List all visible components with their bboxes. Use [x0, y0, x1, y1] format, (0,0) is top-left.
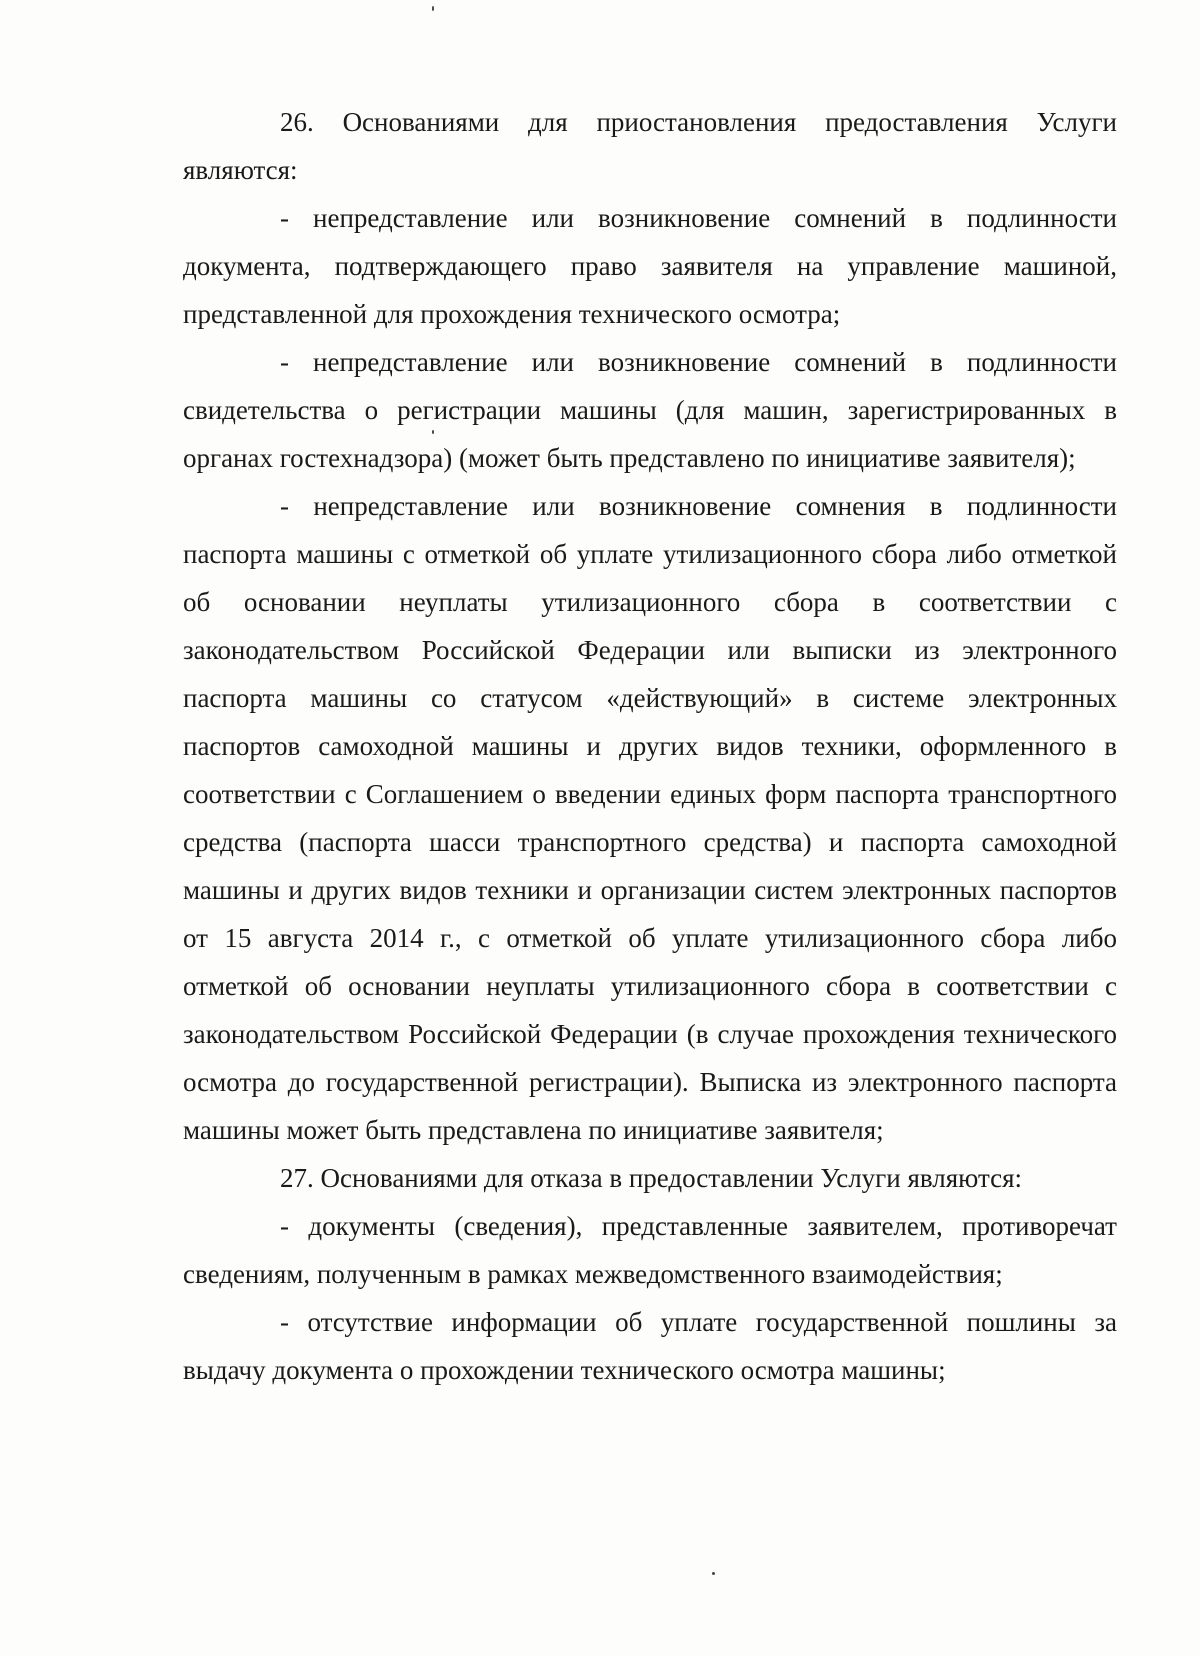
- paragraph-26-item-1: - непредставление или возникновение сомнений в подлинности документа, подтверждающего право заявителя на управление машиной, представленной для прохождения технического осмотра;: [183, 203, 1117, 329]
- paragraph-27-item-1: - документы (сведения), представленные заявителем, противоречат сведениям, полученным в рамках межведомственного взаимодействия;: [183, 1211, 1117, 1289]
- paragraph-26-item-2: - непредставление или возникновение сомнений в подлинности свидетельства о регистрации машины (для машин, зарегистрированных в органах гостехнадзора) (может быть представлено по инициативе заявителя);: [183, 347, 1117, 473]
- paragraph-27-item-2: - отсутствие информации об уплате государственной пошлины за выдачу документа о прохождении технического осмотра машины;: [183, 1307, 1117, 1385]
- scan-speck: [432, 430, 434, 434]
- paragraph-26-heading: 26. Основаниями для приостановления предоставления Услуги являются:: [183, 107, 1117, 185]
- scan-speck: [432, 6, 434, 11]
- paragraph-27-heading: 27. Основаниями для отказа в предоставлении Услуги являются:: [280, 1163, 1023, 1193]
- scan-speck: [712, 1572, 715, 1575]
- document-body: [183, 98, 1117, 1394]
- paragraph-26-item-3: - непредставление или возникновение сомнения в подлинности паспорта машины с отметкой об уплате утилизационного сбора либо отметкой об основании неуплаты утилизационного сбора в соответствии с законодательством Российской Федерации или выписки из электронного паспорта машины со статусом «действующий» в системе электронных паспортов самоходной машины и других видов техники, оформленного в соответствии с Соглашением о введении единых форм паспорта транспортного средства (паспорта шасси транспортного средства) и паспорта самоходной машины и других видов техники и организации систем электронных паспортов от 15 августа 2014 г., с отметкой об уплате утилизационного сбора либо отметкой об основании неуплаты утилизационного сбора в соответствии с законодательством Российской Федерации (в случае прохождения технического осмотра до государственной регистрации). Выписка из электронного паспорта машины может быть представлена по инициативе заявителя;: [183, 491, 1117, 1145]
